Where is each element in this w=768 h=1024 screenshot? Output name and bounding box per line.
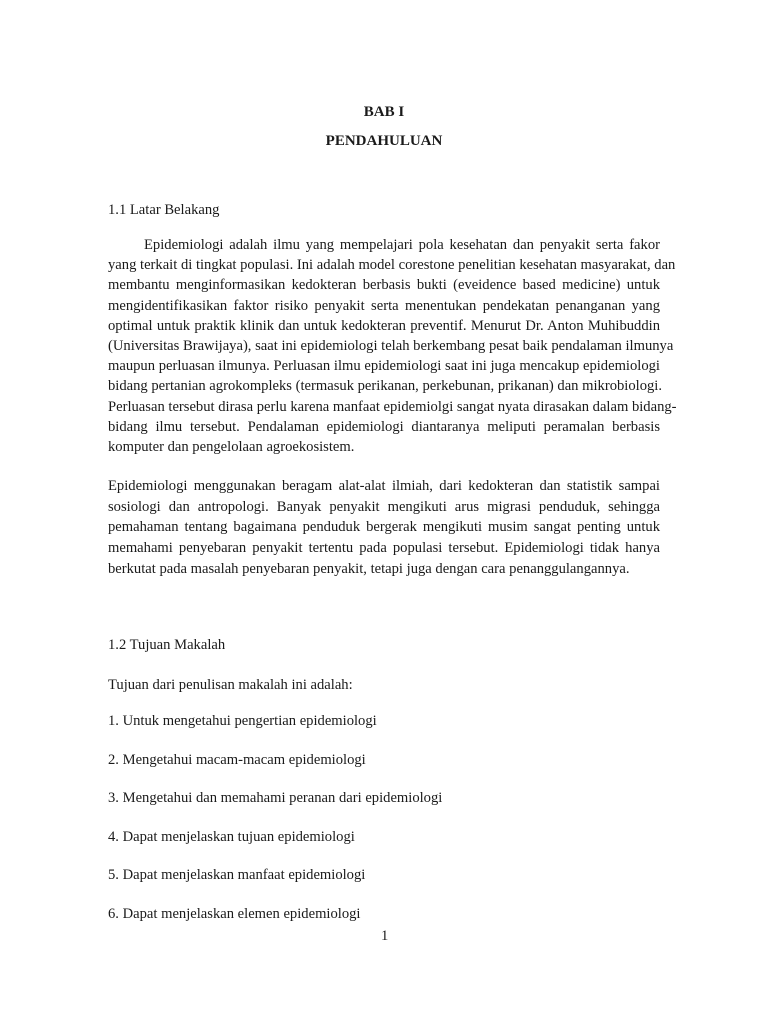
- paragraph-line: berkutat pada masalah penyebaran penyakit, tetapi juga dengan cara penanggulangannya.: [108, 560, 630, 577]
- section-title-tujuan: 1.2 Tujuan Makalah: [108, 637, 226, 653]
- paragraph-line: memahami penyebaran penyakit tertentu pada populasi tersebut. Epidemiologi tidak hanya: [108, 540, 660, 557]
- page-number: 1: [381, 928, 389, 944]
- tujuan-intro: Tujuan dari penulisan makalah ini adalah:: [108, 677, 353, 693]
- list-item: 3. Mengetahui dan memahami peranan dari epidemiologi: [108, 790, 443, 806]
- paragraph-line: (Universitas Brawijaya), saat ini epidemiologi telah berkembang pesat baik pendalaman ilmunya: [108, 338, 674, 354]
- paragraph-line: mengidentifikasikan faktor risiko penyakit serta menentukan pendekatan penanganan yang: [108, 297, 660, 314]
- paragraph-line: pemahaman tentang bagaimana penduduk bergerak mengikuti musim sangat penting untuk: [108, 519, 660, 536]
- paragraph-line: optimal untuk praktik klinik dan untuk kedokteran preventif. Menurut Dr. Anton Muhibuddin: [108, 317, 660, 334]
- paragraph-line: bidang pertanian agrokompleks (termasuk perikanan, perkebunan, prikanan) dan mikrobiologi.: [108, 378, 662, 395]
- paragraph-line: Epidemiologi menggunakan beragam alat-alat ilmiah, dari kedokteran dan statistik sampai: [108, 478, 660, 494]
- paragraph-line: Epidemiologi adalah ilmu yang mempelajari pola kesehatan dan penyakit serta fakor: [144, 237, 660, 253]
- paragraph-line: maupun perluasan ilmunya. Perluasan ilmu epidemiologi saat ini juga mencakup epidemiologi: [108, 358, 660, 375]
- list-item: 5. Dapat menjelaskan manfaat epidemiologi: [108, 867, 366, 883]
- section-title-latar-belakang: 1.1 Latar Belakang: [108, 202, 220, 218]
- paragraph-line: Perluasan tersebut dirasa perlu karena manfaat epidemiolgi sangat nyata dirasakan dalam bidang-: [108, 398, 677, 415]
- paragraph-line: membantu menginformasikan kedokteran berbasis bukti (eveidence based medicine) untuk: [108, 277, 660, 294]
- paragraph-line: bidang ilmu tersebut. Pendalaman epidemiologi diantaranya meliputi peramalan berbasis: [108, 418, 660, 435]
- list-item: 2. Mengetahui macam-macam epidemiologi: [108, 751, 366, 768]
- paragraph-line: komputer dan pengelolaan agroekosistem.: [108, 439, 355, 455]
- list-item: 6. Dapat menjelaskan elemen epidemiologi: [108, 905, 361, 922]
- list-item: 4. Dapat menjelaskan tujuan epidemiologi: [108, 828, 355, 845]
- chapter-title: PENDAHULUAN: [325, 133, 443, 149]
- chapter-heading: BAB I: [363, 104, 405, 120]
- paragraph-line: yang terkait di tingkat populasi. Ini adalah model corestone penelitian kesehatan masyarakat, dan: [108, 257, 676, 274]
- paragraph-line: sosiologi dan antropologi. Banyak penyakit mengikuti arus migrasi penduduk, sehingga: [108, 498, 660, 515]
- list-item: 1. Untuk mengetahui pengertian epidemiologi: [108, 713, 377, 729]
